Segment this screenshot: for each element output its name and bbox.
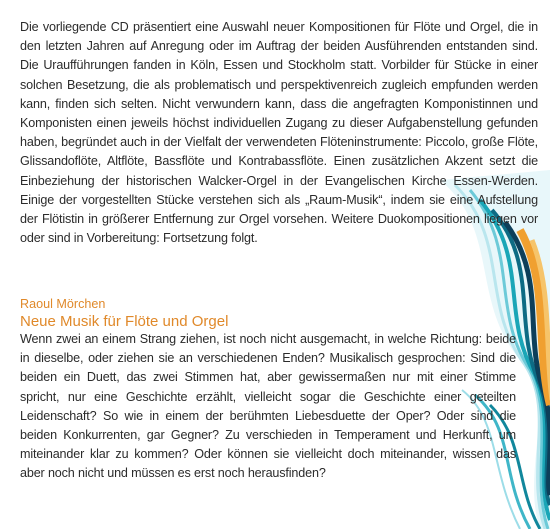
author-name: Raoul Mörchen [20, 297, 106, 311]
article-title: Neue Musik für Flöte und Orgel [20, 313, 229, 330]
article-body: Wenn zwei an einem Strang ziehen, ist noch nicht ausgemacht, in welche Richtung: beide in dieselbe, oder ziehen sie an verschiedenen Enden? Musikalisch gesprochen: Sind die beiden ein Duett, das zwei Stimmen hat, aber gewissermaßen nur mit einer Stimme spricht, nur eine Geschichte erzählt, vielleicht sogar die Geschichte einer geteilten Leidenschaft? So wie in einem der berühmten Liebesduette der Oper? Oder sind die beiden Konkurrenten, gar Gegner? Zu verschieden in Temperament und Herkunft, um miteinander klar zu kommen? Oder können sie vielleicht doch miteinander, wissen das aber noch nicht und müssen es erst noch herausfinden? [20, 332, 516, 481]
body-paragraph: Die vorliegende CD präsentiert eine Auswahl neuer Kompositionen für Flöte und Orgel, die in den letzten Jahren auf Anregung oder im Auftrag der beiden Ausführenden entstanden sind. Die Uraufführungen fanden in Köln, Essen und Stockholm statt. Vorbilder für Stücke in einer solchen Besetzung, die als problematisch und perspektivenreich zugleich empfunden werden kann, finden sich selten. Nicht verwundern kann, dass die angefragten Komponistinnen und Komponisten einen jeweils höchst individuellen Zugang zu dieser Aufgabenstellung gefunden haben, begründet auch in der Vielfalt der verwendeten Flöteninstrumente: Piccolo, große Flöte, Glissandoflöte, Altflöte, Bassflöte und Kontrabassflöte. Einen zusätzlichen Akzent setzt die Einbeziehung der historischen Walcker-Orgel in der Evangelischen Kirche Essen-Werden. Einige der vorgestellten Stücke verstehen sich als „Raum-Musik“, indem sie eine Aufstellung der Flötistin in größerer Entfernung zur Orgel vorsehen. Weitere Duokompositionen liegen vor oder sind in Vorbereitung: Fortsetzung folgt. [20, 20, 538, 246]
